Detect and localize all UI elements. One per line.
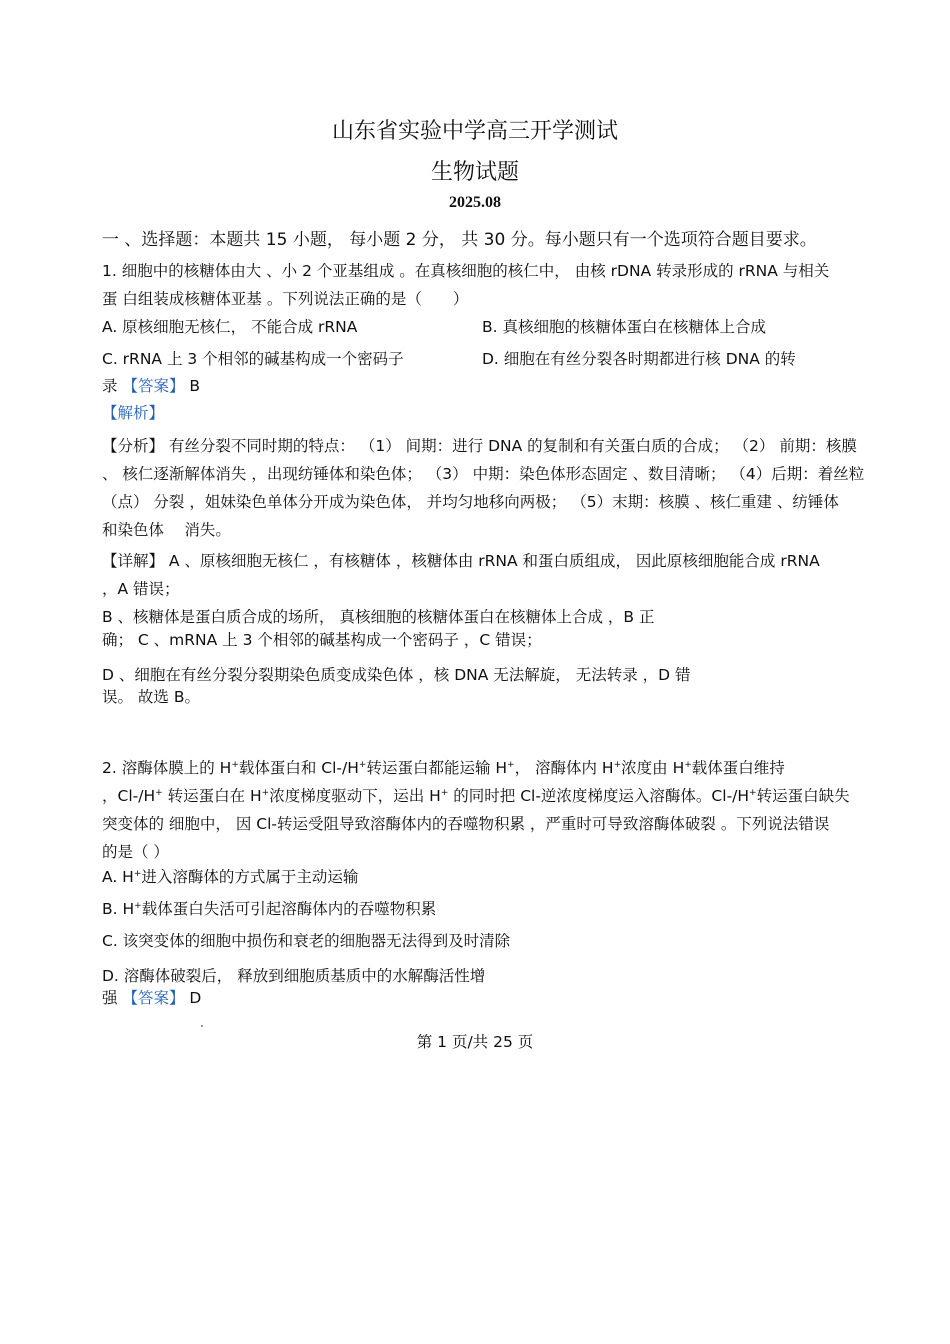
q2-option-d: D. 溶酶体破裂后， 释放到细胞质基质中的水解酶活性增 xyxy=(102,967,486,985)
q1-stem-line1: 1. 细胞中的核糖体由大 、小 2 个亚基组成 。在真核细胞的核仁中， 由核 rDNA 转录形成的 rRNA 与相关 xyxy=(102,262,830,280)
q1-answer-line xyxy=(102,376,200,396)
q1-jiexi-label: 【解析】 xyxy=(102,404,165,422)
q2-option-b: B. H+载体蛋白失活可引起溶酶体内的吞噬物积累 xyxy=(102,900,437,918)
q2-answer-value: D xyxy=(189,989,202,1007)
q1-option-a: A. 原核细胞无核仁， 不能合成 rRNA xyxy=(102,318,358,336)
q2-stem-line1: 2. 溶酶体膜上的 H+载体蛋白和 Cl-/H+转运蛋白都能运输 H+， 溶酶体内 H+浓度由 H+载体蛋白维持 xyxy=(102,759,785,777)
q1-option-d: D. 细胞在有丝分裂各时期都进行核 DNA 的转 xyxy=(482,350,796,368)
q1-answer-value: B xyxy=(189,377,201,395)
q1-analysis-line4: 和染色体 消失。 xyxy=(102,521,231,539)
q1-detail-line5: D 、细胞在有丝分裂分裂期染色质变成染色体 ，核 DNA 无法解旋， 无法转录 ，D 错 xyxy=(102,666,691,684)
page-number-footer: 第 1 页/共 25 页 xyxy=(416,1033,534,1051)
stray-dot xyxy=(201,1025,203,1027)
q1-detail-line6: 误。 故选 B。 xyxy=(102,688,200,706)
q2-option-a: A. H+进入溶酶体的方式属于主动运输 xyxy=(102,868,359,886)
q2-option-c: C. 该突变体的细胞中损伤和衰老的细胞器无法得到及时清除 xyxy=(102,932,511,950)
q2-answer-label: 【答案】 xyxy=(122,989,185,1007)
exam-subject-title: 生物试题 xyxy=(430,160,519,185)
q2-answer-line xyxy=(102,988,201,1008)
q2-stem-line3: 突变体的 细胞中， 因 Cl-转运受阻导致溶酶体内的吞噬物积累 ，严重时可导致溶酶体破裂 。下列说法错误 xyxy=(102,815,830,833)
exam-school-title: 山东省实验中学高三开学测试 xyxy=(331,119,618,144)
q1-detail-line1: 【详解】 A 、原核细胞无核仁 ，有核糖体 ，核糖体由 rRNA 和蛋白质组成， 因此原核细胞能合成 rRNA xyxy=(102,552,820,570)
q1-option-c: C. rRNA 上 3 个相邻的碱基构成一个密码子 xyxy=(102,350,404,368)
section-heading: 一 、选择题：本题共 15 小题， 每小题 2 分， 共 30 分。每小题只有一个选项符合题目要求。 xyxy=(102,230,817,250)
q2-stem-line4: 的是（ ） xyxy=(102,843,169,861)
q2-option-d-continued: 强 xyxy=(102,989,118,1007)
q1-detail-line2: ，A 错误； xyxy=(102,580,180,598)
q1-analysis-line3: （点） 分裂 ，姐妹染色单体分开成为染色体， 并均匀地移向两极； （5）末期：核膜 、核仁重建 、纺锤体 xyxy=(102,493,839,511)
q1-analysis-line1: 【分析】 有丝分裂不同时期的特点： （1） 间期：进行 DNA 的复制和有关蛋白质的合成； （2） 前期：核膜 xyxy=(102,437,857,455)
q1-analysis-line2: 、 核仁逐渐解体消失 ，出现纺锤体和染色体； （3） 中期：染色体形态固定 、数目清晰； （4）后期：着丝粒 xyxy=(102,465,865,483)
q1-answer-label: 【答案】 xyxy=(122,377,185,395)
q1-detail-line3: B 、核糖体是蛋白质合成的场所， 真核细胞的核糖体蛋白在核糖体上合成 ，B 正 xyxy=(102,608,655,626)
q1-detail-line4: 确； C 、mRNA 上 3 个相邻的碱基构成一个密码子 ，C 错误； xyxy=(102,631,542,649)
exam-date: 2025.08 xyxy=(449,194,501,211)
q1-stem-line2: 蛋 白组装成核糖体亚基 。下列说法正确的是（ ） xyxy=(102,290,469,308)
q2-stem-line2: ，Cl-/H+ 转运蛋白在 H+浓度梯度驱动下，运出 H+ 的同时把 Cl-逆浓度梯度运入溶酶体。Cl-/H+转运蛋白缺失 xyxy=(102,787,850,805)
q1-option-b: B. 真核细胞的核糖体蛋白在核糖体上合成 xyxy=(482,318,766,336)
q1-option-d-continued: 录 xyxy=(102,377,118,395)
